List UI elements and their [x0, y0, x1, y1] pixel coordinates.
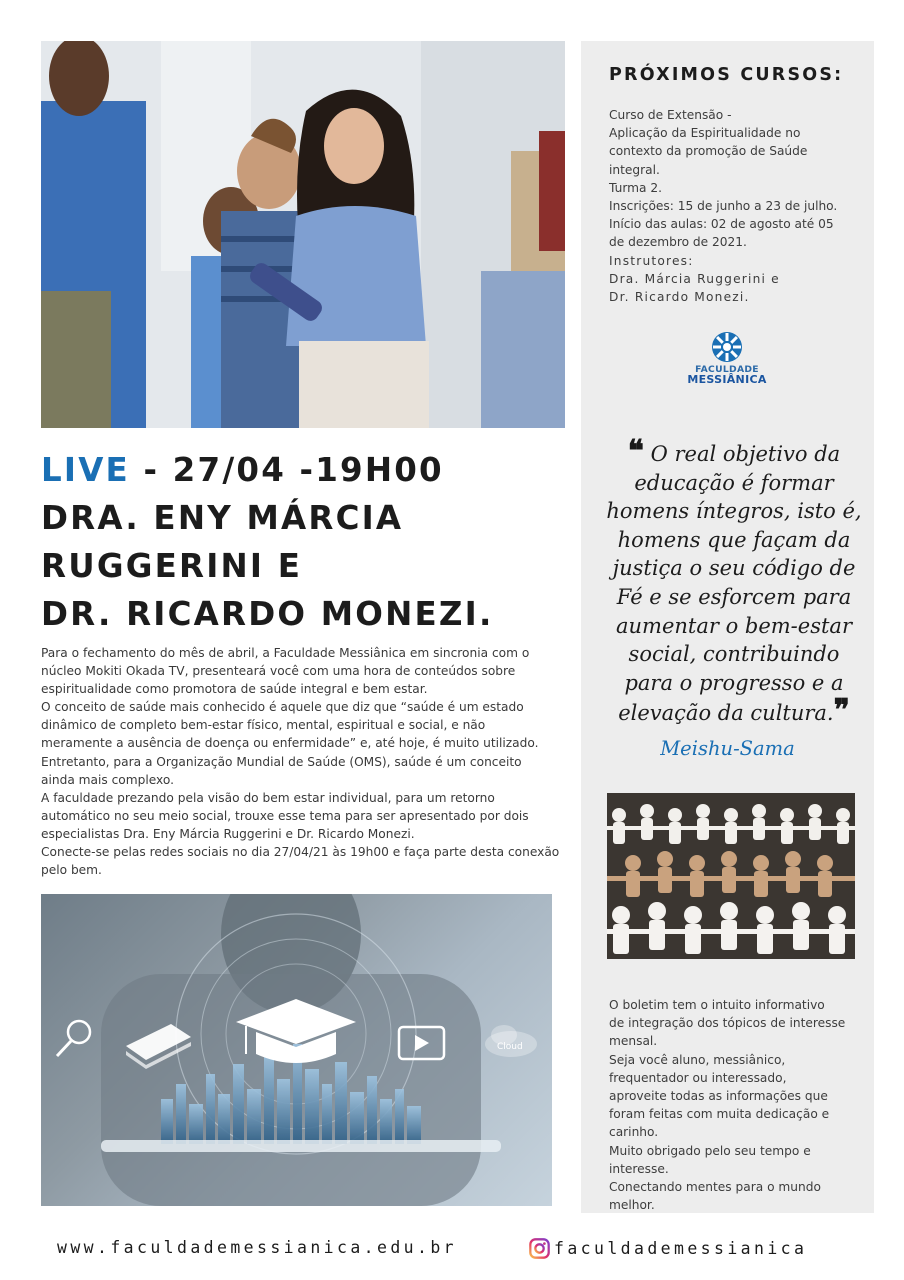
quote-line: homens que façam da	[617, 527, 851, 552]
message-line: Muito obrigado pelo seu tempo e	[609, 1143, 811, 1158]
text-line: dinâmico de completo bem-estar físico, mental, espiritual e social, e não	[41, 718, 486, 733]
text-line: espiritualidade como promotora de saúde integral e bem estar.	[41, 682, 428, 697]
paper-people-chain-photo	[607, 793, 855, 959]
text-line: automático no seu meio social, trouxe esse tema para ser apresentado por dois	[41, 808, 529, 823]
instagram-link[interactable]	[529, 1237, 807, 1259]
quote-line: homens íntegros, isto é,	[606, 499, 862, 524]
paragraph-health-concept	[41, 698, 566, 788]
open-quote-icon: ❝	[627, 434, 644, 469]
headline-line-3: RUGGERINI E	[41, 547, 303, 585]
text-line: Para o fechamento do mês de abril, a Faculdade Messiânica em sincronia com o	[41, 646, 530, 660]
course-line: Dra. Márcia Ruggerini e	[609, 271, 780, 286]
website-link[interactable]: www.faculdademessianica.edu.br	[57, 1238, 458, 1257]
message-line: mensal.	[609, 1034, 658, 1049]
course-line: de dezembro de 2021.	[609, 235, 747, 250]
course-details	[609, 106, 859, 306]
text-line: O conceito de saúde mais conhecido é aquele que diz que “saúde é um estado	[41, 700, 524, 715]
education-tech-photo	[41, 894, 552, 1206]
text-line: pelo bem.	[41, 863, 102, 878]
paper-people-illustration	[607, 793, 855, 959]
quote-line: social, contribuindo	[628, 642, 840, 667]
text-line: Conecte-se pelas redes sociais no dia 27/04/21 às 19h00 e faça parte desta conexão	[41, 845, 560, 860]
text-line: núcleo Mokiti Okada TV, presenteará você com uma hora de conteúdos sobre	[41, 664, 516, 679]
instagram-icon	[529, 1238, 550, 1259]
headline-line-4: DR. RICARDO MONEZI.	[41, 595, 494, 633]
message-line: aproveite todas as informações que	[609, 1089, 828, 1104]
message-line: melhor.	[609, 1198, 655, 1213]
course-line: Inscrições: 15 de junho a 23 de julho.	[609, 199, 838, 214]
course-line: Curso de Extensão -	[609, 108, 732, 122]
quote-line: ❝ O real objetivo da	[627, 434, 841, 469]
message-line: foram feitas com muita dedicação e	[609, 1107, 830, 1122]
text-line: Entretanto, para a Organização Mundial de Saúde (OMS), saúde é um conceito	[41, 754, 522, 769]
quote-line: Fé e se esforcem para	[616, 584, 852, 609]
message-line: de integração dos tópicos de interesse	[609, 1016, 846, 1031]
course-line: integral.	[609, 162, 660, 177]
quote-author: Meishu-Sama	[660, 737, 795, 760]
message-line: frequentador ou interessado,	[609, 1070, 787, 1085]
logo-line-1: FACULDADE	[695, 364, 759, 375]
course-line: Turma 2.	[609, 180, 662, 195]
logo-emblem-icon	[711, 331, 743, 363]
students-photo	[41, 41, 565, 428]
course-line: Início das aulas: 02 de agosto até 05	[609, 217, 834, 232]
message-line: carinho.	[609, 1125, 659, 1140]
faculdade-messianica-logo	[686, 331, 768, 391]
event-date-time: - 27/04 -19H00	[129, 451, 444, 489]
event-headline	[41, 446, 571, 638]
paragraph-call-to-action	[41, 843, 566, 879]
quote-line: justiça o seu código de	[612, 556, 856, 581]
instagram-handle: faculdademessianica	[554, 1238, 808, 1258]
headline-line-1	[41, 446, 571, 494]
text-line: meramente a ausência de doença ou enfermidade” e, até hoje, é muito utilizado.	[41, 736, 539, 751]
message-line: O boletim tem o intuito informativo	[609, 998, 825, 1012]
text-line: A faculdade prezando pela visão do bem estar individual, para um retorno	[41, 790, 495, 805]
message-line: interesse.	[609, 1161, 669, 1176]
paragraph-intro	[41, 644, 566, 698]
cloud-label: Cloud	[497, 1042, 523, 1052]
paragraph-faculty	[41, 789, 566, 843]
course-line: Instrutores:	[609, 253, 694, 268]
message-line: Conectando mentes para o mundo	[609, 1180, 821, 1195]
quote-line: para o progresso e a	[624, 670, 844, 695]
quote-line: aumentar o bem-estar	[616, 613, 852, 638]
course-line: Dr. Ricardo Monezi.	[609, 290, 750, 305]
course-line: contexto da promoção de Saúde	[609, 144, 808, 159]
event-description	[41, 644, 566, 879]
quote-line: educação é formar	[634, 470, 834, 495]
bulletin-message	[609, 996, 864, 1214]
text-line: especialistas Dra. Eny Márcia Ruggerini e Dr. Ricardo Monezi.	[41, 826, 415, 841]
course-line: Aplicação da Espiritualidade no	[609, 126, 801, 141]
sidebar-panel	[581, 41, 874, 1213]
students-illustration	[41, 41, 565, 428]
education-tech-illustration	[41, 894, 552, 1206]
text-line: ainda mais complexo.	[41, 772, 174, 787]
headline-line-2: DRA. ENY MÁRCIA	[41, 499, 404, 537]
live-label: LIVE	[41, 451, 130, 489]
close-quote-icon: ❞	[833, 693, 850, 729]
quote-line: elevação da cultura.❞	[618, 693, 850, 729]
meishu-sama-quote	[603, 434, 865, 729]
upcoming-courses-title: PRÓXIMOS CURSOS:	[609, 65, 844, 85]
logo-line-2: MESSIÂNICA	[687, 373, 767, 386]
message-line: Seja você aluno, messiânico,	[609, 1052, 786, 1067]
